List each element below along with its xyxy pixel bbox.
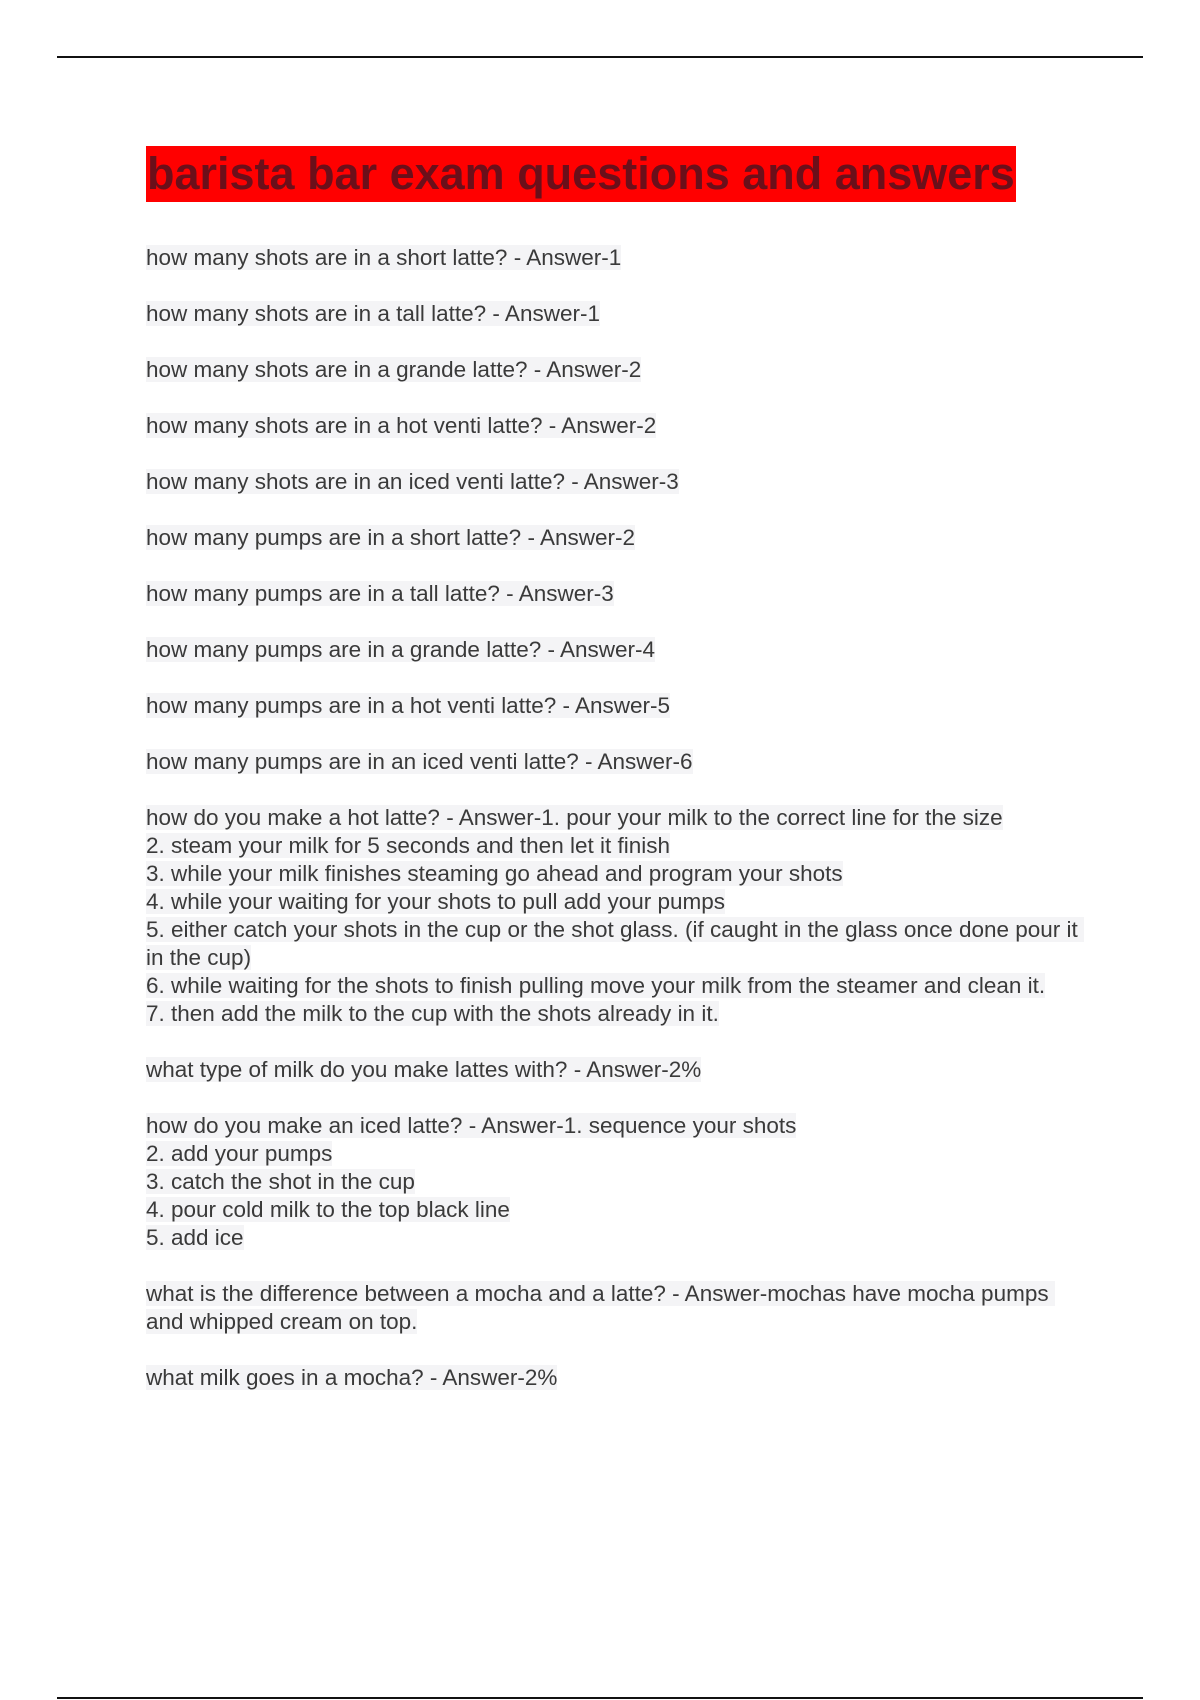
qa-line-text: how do you make an iced latte? - Answer-1. sequence your shots xyxy=(146,1113,797,1138)
qa-line-text: what type of milk do you make lattes with? - Answer-2% xyxy=(146,1057,702,1082)
qa-line xyxy=(146,468,1086,496)
qa-item xyxy=(146,1280,1086,1336)
qa-list xyxy=(146,244,1086,1392)
qa-line-text: how many pumps are in a tall latte? - Answer-3 xyxy=(146,581,614,606)
qa-line xyxy=(146,972,1086,1000)
qa-item xyxy=(146,412,1086,440)
qa-line-text: how many pumps are in an iced venti latte? - Answer-6 xyxy=(146,749,693,774)
qa-line xyxy=(146,748,1086,776)
qa-line-text: 3. while your milk finishes steaming go ahead and program your shots xyxy=(146,861,843,886)
qa-line-text: how many shots are in a short latte? - Answer-1 xyxy=(146,245,622,270)
qa-item xyxy=(146,1056,1086,1084)
qa-line xyxy=(146,412,1086,440)
qa-line-text: 5. add ice xyxy=(146,1225,244,1250)
qa-line xyxy=(146,356,1086,384)
qa-line xyxy=(146,580,1086,608)
qa-line xyxy=(146,524,1086,552)
qa-line-text: 7. then add the milk to the cup with the shots already in it. xyxy=(146,1001,719,1026)
qa-line xyxy=(146,888,1086,916)
qa-line-text: 4. pour cold milk to the top black line xyxy=(146,1197,510,1222)
qa-item xyxy=(146,524,1086,552)
qa-line-text: how many pumps are in a grande latte? - Answer-4 xyxy=(146,637,656,662)
qa-line-text: what milk goes in a mocha? - Answer-2% xyxy=(146,1365,558,1390)
qa-line xyxy=(146,832,1086,860)
qa-item xyxy=(146,692,1086,720)
qa-line-text: 5. either catch your shots in the cup or the shot glass. (if caught in the glass once done pour it in the cup) xyxy=(146,917,1085,970)
qa-item xyxy=(146,468,1086,496)
qa-line-text: how do you make a hot latte? - Answer-1. pour your milk to the correct line for the size xyxy=(146,805,1003,830)
qa-item xyxy=(146,356,1086,384)
bottom-rule xyxy=(57,1697,1143,1699)
qa-line xyxy=(146,1000,1086,1028)
top-rule xyxy=(57,56,1143,58)
qa-line-text: how many shots are in an iced venti latte? - Answer-3 xyxy=(146,469,679,494)
qa-line xyxy=(146,1140,1086,1168)
qa-line-text: how many shots are in a grande latte? - Answer-2 xyxy=(146,357,642,382)
qa-item xyxy=(146,1112,1086,1252)
qa-line-text: how many pumps are in a hot venti latte? - Answer-5 xyxy=(146,693,671,718)
qa-item xyxy=(146,636,1086,664)
qa-item xyxy=(146,804,1086,1028)
qa-item xyxy=(146,1364,1086,1392)
qa-line xyxy=(146,1056,1086,1084)
qa-line xyxy=(146,300,1086,328)
qa-line xyxy=(146,1224,1086,1252)
qa-line-text: 2. steam your milk for 5 seconds and then let it finish xyxy=(146,833,671,858)
qa-line-text: how many pumps are in a short latte? - Answer-2 xyxy=(146,525,635,550)
qa-line-text: what is the difference between a mocha and a latte? - Answer-mochas have mocha pumps and whipped cream on top. xyxy=(146,1281,1055,1334)
document-body xyxy=(146,146,1086,1420)
qa-line-text: how many shots are in a tall latte? - Answer-1 xyxy=(146,301,600,326)
qa-line xyxy=(146,860,1086,888)
qa-item xyxy=(146,748,1086,776)
qa-item xyxy=(146,300,1086,328)
qa-line-text: 2. add your pumps xyxy=(146,1141,333,1166)
qa-line xyxy=(146,244,1086,272)
qa-line xyxy=(146,916,1086,972)
qa-line-text: 3. catch the shot in the cup xyxy=(146,1169,415,1194)
qa-line-text: 4. while your waiting for your shots to pull add your pumps xyxy=(146,889,726,914)
qa-line xyxy=(146,1196,1086,1224)
qa-line xyxy=(146,1168,1086,1196)
qa-line xyxy=(146,1280,1086,1336)
qa-line xyxy=(146,1364,1086,1392)
qa-line xyxy=(146,1112,1086,1140)
qa-line xyxy=(146,692,1086,720)
qa-line xyxy=(146,636,1086,664)
qa-item xyxy=(146,580,1086,608)
qa-line-text: how many shots are in a hot venti latte? - Answer-2 xyxy=(146,413,657,438)
document-title: barista bar exam questions and answers xyxy=(146,146,1016,202)
qa-line xyxy=(146,804,1086,832)
qa-item xyxy=(146,244,1086,272)
qa-line-text: 6. while waiting for the shots to finish pulling move your milk from the steamer and clean it. xyxy=(146,973,1046,998)
